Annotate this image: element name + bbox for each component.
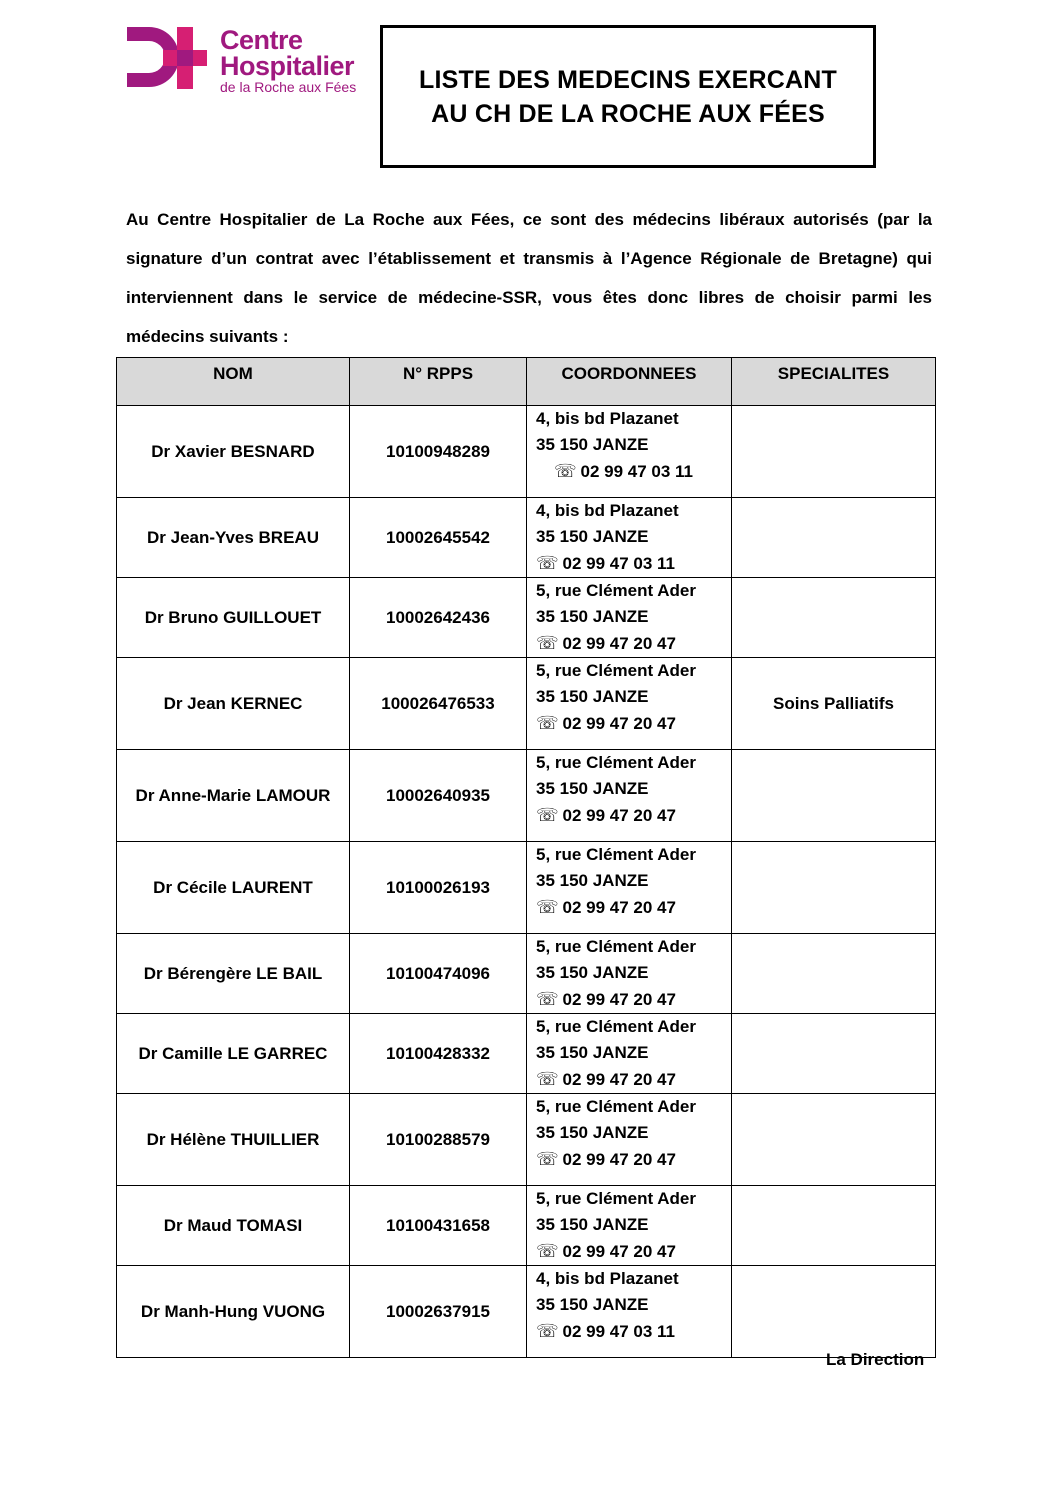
table-row [117, 1266, 936, 1358]
hospital-logo [125, 25, 365, 95]
rpps-number: 10002640935 [350, 750, 527, 842]
header-coordonnees: COORDONNEES [527, 358, 732, 406]
address-city: 35 150 JANZE [536, 779, 649, 798]
table-row [117, 1186, 936, 1266]
phone-line [536, 710, 731, 737]
table-row [117, 934, 936, 1014]
address-city: 35 150 JANZE [536, 1215, 649, 1234]
doctor-name: Dr Maud TOMASI [117, 1186, 350, 1266]
table-row [117, 498, 936, 578]
address-city: 35 150 JANZE [536, 527, 649, 546]
logo-line-3: de la Roche aux Fées [220, 79, 357, 95]
signature: La Direction [826, 1350, 925, 1369]
rpps-number: 10100948289 [350, 406, 527, 498]
address-cell [527, 498, 732, 578]
doctor-name: Dr Manh-Hung VUONG [117, 1266, 350, 1358]
telephone-icon: ☏ [536, 553, 559, 573]
address-city: 35 150 JANZE [536, 607, 649, 626]
doctor-name: Dr Xavier BESNARD [117, 406, 350, 498]
doctor-name: Dr Camille LE GARREC [117, 1014, 350, 1094]
telephone-icon: ☏ [536, 1069, 559, 1089]
doctor-name: Dr Bérengère LE BAIL [117, 934, 350, 1014]
table-row [117, 750, 936, 842]
header-specialites: SPECIALITES [732, 358, 936, 406]
telephone-icon: ☏ [536, 1149, 559, 1169]
title-line-1: LISTE DES MEDECINS EXERCANT [419, 65, 837, 94]
phone-number: 02 99 47 20 47 [562, 1150, 676, 1169]
phone-number: 02 99 47 20 47 [562, 898, 676, 917]
address-city: 35 150 JANZE [536, 871, 649, 890]
phone-line [536, 802, 731, 829]
phone-line [536, 1318, 731, 1345]
address-cell [527, 750, 732, 842]
document-title-box [380, 25, 876, 168]
address-cell [527, 1094, 732, 1186]
phone-line [536, 894, 731, 921]
doctor-name: Dr Hélène THUILLIER [117, 1094, 350, 1186]
rpps-number: 10002642436 [350, 578, 527, 658]
telephone-icon: ☏ [536, 713, 559, 733]
address-street: 5, rue Clément Ader [536, 845, 696, 864]
address-street: 5, rue Clément Ader [536, 1097, 696, 1116]
address-cell [527, 1186, 732, 1266]
specialty [732, 1094, 936, 1186]
doctor-name: Dr Anne-Marie LAMOUR [117, 750, 350, 842]
specialty [732, 934, 936, 1014]
logo-line-1: Centre [220, 25, 303, 55]
title-line-2: AU CH DE LA ROCHE AUX FÉES [431, 99, 825, 128]
address-street: 5, rue Clément Ader [536, 661, 696, 680]
telephone-icon: ☏ [536, 805, 559, 825]
intro-paragraph: Au Centre Hospitalier de La Roche aux Fées, ce sont des médecins libéraux autorisés (par la signature d’un contrat avec l’établissement et transmis à l’Agence Régionale de Bretagne) qui interviennent dans le service de médecine-SSR, vous êtes donc libres de choisir parmi les médecins suivants : [126, 210, 932, 346]
specialty [732, 1266, 936, 1358]
telephone-icon: ☏ [536, 897, 559, 917]
phone-line [536, 458, 731, 485]
doctor-name: Dr Jean KERNEC [117, 658, 350, 750]
table-row [117, 578, 936, 658]
doctors-table [116, 357, 936, 1358]
address-city: 35 150 JANZE [536, 1123, 649, 1142]
address-city: 35 150 JANZE [536, 963, 649, 982]
address-street: 4, bis bd Plazanet [536, 409, 679, 428]
address-street: 4, bis bd Plazanet [536, 501, 679, 520]
table-row [117, 1014, 936, 1094]
table-header-row [117, 358, 936, 406]
address-cell [527, 1014, 732, 1094]
telephone-icon: ☏ [536, 633, 559, 653]
specialty [732, 750, 936, 842]
specialty [732, 578, 936, 658]
doctor-name: Dr Bruno GUILLOUET [117, 578, 350, 658]
phone-line [536, 1146, 731, 1173]
rpps-number: 10100026193 [350, 842, 527, 934]
phone-number: 02 99 47 20 47 [562, 714, 676, 733]
phone-line [536, 986, 731, 1013]
address-cell [527, 1266, 732, 1358]
doctor-name: Dr Jean-Yves BREAU [117, 498, 350, 578]
specialty [732, 1014, 936, 1094]
rpps-number: 10100288579 [350, 1094, 527, 1186]
header-nom: NOM [117, 358, 350, 406]
logo-line-2: Hospitalier [220, 51, 355, 81]
phone-number: 02 99 47 20 47 [562, 1242, 676, 1261]
address-cell [527, 578, 732, 658]
phone-line [536, 550, 731, 577]
table-row [117, 842, 936, 934]
telephone-icon: ☏ [536, 989, 559, 1009]
rpps-number: 10100431658 [350, 1186, 527, 1266]
rpps-number: 10100474096 [350, 934, 527, 1014]
address-city: 35 150 JANZE [536, 1295, 649, 1314]
phone-number: 02 99 47 20 47 [562, 806, 676, 825]
rpps-number: 10002645542 [350, 498, 527, 578]
address-street: 5, rue Clément Ader [536, 1189, 696, 1208]
logo-text [220, 27, 356, 95]
address-street: 5, rue Clément Ader [536, 937, 696, 956]
address-city: 35 150 JANZE [536, 435, 649, 454]
phone-number: 02 99 47 20 47 [562, 1070, 676, 1089]
header-rpps: N° RPPS [350, 358, 527, 406]
table-row [117, 1094, 936, 1186]
specialty [732, 1186, 936, 1266]
specialty [732, 498, 936, 578]
phone-number: 02 99 47 03 11 [580, 462, 694, 481]
phone-number: 02 99 47 20 47 [562, 990, 676, 1009]
doctor-name: Dr Cécile LAURENT [117, 842, 350, 934]
phone-number: 02 99 47 20 47 [562, 634, 676, 653]
telephone-icon: ☏ [536, 1321, 559, 1341]
address-cell [527, 842, 732, 934]
specialty [732, 406, 936, 498]
telephone-icon: ☏ [554, 461, 577, 481]
table-row [117, 406, 936, 498]
specialty [732, 842, 936, 934]
phone-number: 02 99 47 03 11 [562, 554, 676, 573]
rpps-number: 100026476533 [350, 658, 527, 750]
address-street: 5, rue Clément Ader [536, 581, 696, 600]
address-city: 35 150 JANZE [536, 687, 649, 706]
address-street: 5, rue Clément Ader [536, 753, 696, 772]
telephone-icon: ☏ [536, 1241, 559, 1261]
address-cell [527, 934, 732, 1014]
address-cell [527, 406, 732, 498]
address-city: 35 150 JANZE [536, 1043, 649, 1062]
address-street: 4, bis bd Plazanet [536, 1269, 679, 1288]
rpps-number: 10100428332 [350, 1014, 527, 1094]
logo-mark-icon [125, 25, 210, 91]
address-cell [527, 658, 732, 750]
table-row [117, 658, 936, 750]
address-street: 5, rue Clément Ader [536, 1017, 696, 1036]
phone-line [536, 1238, 731, 1265]
rpps-number: 10002637915 [350, 1266, 527, 1358]
phone-number: 02 99 47 03 11 [562, 1322, 676, 1341]
phone-line [536, 630, 731, 657]
specialty: Soins Palliatifs [732, 658, 936, 750]
phone-line [536, 1066, 731, 1093]
